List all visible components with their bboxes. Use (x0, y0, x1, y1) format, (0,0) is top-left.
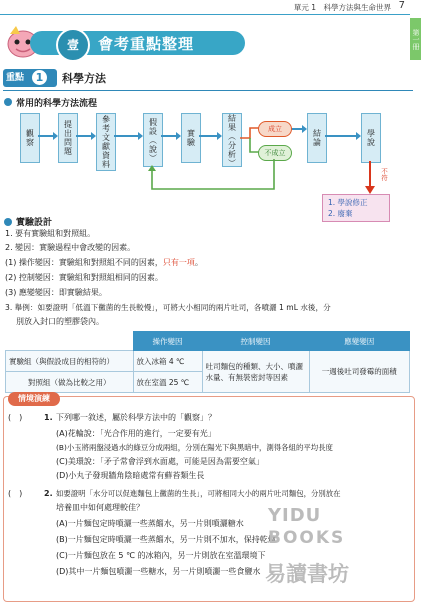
table-cell: 放入冰箱 4 ℃ (133, 351, 202, 372)
side-tab: 第一冊 (410, 18, 421, 60)
loop-arrow (148, 157, 288, 195)
question-option: (A)一片麵包定時噴灑一些蒸餾水，另一片則噴灑糖水 (56, 519, 244, 528)
page-number: 7 (398, 0, 405, 11)
design-line-manipulated: (1) 操作變因：實驗組和對照組不同的因素，只有一項。 (5, 258, 203, 267)
result-line: 2. 廢棄 (328, 209, 353, 218)
watermark-text: YIDU (268, 505, 322, 526)
table-header: 應變變因 (309, 332, 410, 351)
question-stem: 培養皿中如何處理較佳？ (56, 503, 144, 512)
flow-step-hypothesis: 假設（說） (143, 113, 163, 167)
flow-arrow (38, 135, 54, 137)
table-cell-control: 吐司麵包的種類、大小、噴灑水量、有無裝密封等因素 (202, 351, 309, 393)
unit-header: 單元 1 科學方法與生命世界 (293, 3, 391, 12)
flow-section-title: 常用的科學方法流程 (16, 99, 98, 109)
table-cell: 對照組（做為比較之用） (6, 372, 134, 393)
keypoint-label: 重點 (6, 73, 25, 83)
question-stem: 如要證明「水分可以促進麵包上黴菌的生長」，可將相同大小的兩片吐司麵包，分別放在 (56, 489, 341, 498)
watermark-text: BOOKS (268, 528, 346, 548)
design-line: (2) 控制變因：實驗組和對照組相同的因素。 (5, 273, 163, 282)
answer-paren: ( ) (8, 489, 23, 498)
question-option: (D)小丸子發現牆角陰暗處常有蘚苔類生長 (56, 471, 205, 480)
table-cell: 放在室溫 25 ℃ (133, 372, 202, 393)
question-stem: 下列哪一敘述，屬於科學方法中的「觀察」？ (56, 413, 216, 422)
question-option: (B)一片麵包定時噴灑一些蒸餾水，另一片則不加水，保持乾燥 (56, 535, 276, 544)
table-header: 控制變因 (202, 332, 309, 351)
design-section-title: 實驗設計 (16, 218, 53, 228)
keypoint-number: 1 (32, 70, 47, 85)
theory-result-box (322, 194, 390, 222)
flow-arrow (114, 135, 139, 137)
table-cell: 實驗組（與假設成目的相符的） (6, 351, 134, 372)
table-cell-response: 一週後吐司發霉的面積 (309, 351, 410, 393)
design-line: 3. 舉例：如要證明「低溫下黴菌的生長較慢」，可將大小相同的兩片吐司，各噴灑 1 mL 水後，分 (5, 303, 331, 312)
question-option: (B)小玉將兩盤浸過水的綠豆分成兩組，分別在陽光下與黑暗中，測得各組的平均長度 (56, 443, 333, 452)
design-line: 2. 變因：實驗過程中會改變的因素。 (5, 243, 136, 252)
section-bullet-icon (4, 98, 12, 106)
table-header: 操作變因 (133, 332, 202, 351)
table-header (6, 332, 134, 351)
no-oval: 不成立 (258, 145, 292, 161)
banner-number: 壹 (56, 28, 90, 62)
banner-title: 會考重點整理 (98, 35, 195, 53)
question-option: (C)美環說：「矛子常會浮到水面處，可能是因為需要空氣」 (56, 457, 264, 466)
question-number: 1. (44, 413, 53, 422)
yes-oval: 成立 (258, 121, 292, 137)
flow-step-references: 參考文獻資料 (96, 113, 116, 171)
not-valid-label: 不符 (380, 168, 388, 181)
flow-step-result: 結果（分析） (222, 113, 242, 167)
table-header-row (6, 332, 410, 351)
design-line: (3) 應變變因：即實驗結果。 (5, 288, 107, 297)
question-option: (D)其中一片麵包噴灑一些糖水，另一片則噴灑一些食鹽水 (56, 567, 261, 576)
flow-step-conclusion: 結論 (307, 113, 327, 163)
flow-step-observe: 觀察 (20, 113, 40, 163)
down-arrow-icon (364, 161, 376, 195)
question-option: (A)花輪說：「光合作用的進行，一定要有光」 (56, 429, 216, 438)
table-row (6, 351, 410, 372)
section-bullet-icon (4, 218, 12, 226)
highlight-text: 只有一項 (162, 258, 195, 267)
design-line: 1. 要有實驗組和對照組。 (5, 229, 96, 238)
flow-step-question: 提出問題 (58, 113, 78, 163)
answer-paren: ( ) (8, 413, 23, 422)
watermark-text: 易讀書坊 (265, 562, 349, 586)
experiment-table (5, 331, 410, 393)
flow-arrow (161, 135, 177, 137)
flow-arrow (76, 135, 92, 137)
practice-tag: 情境演練 (8, 392, 60, 406)
question-option: (C)一片麵包放在 5 ℃ 的冰箱內，另一片則放在室溫環境下 (56, 551, 266, 560)
flow-step-theory: 學說 (361, 113, 381, 163)
design-line: 別放入封口的塑膠袋內。 (16, 317, 104, 326)
keypoint-rule (3, 90, 413, 91)
result-line: 1. 學說修正 (328, 198, 368, 207)
header-rule (0, 14, 410, 15)
question-number: 2. (44, 489, 53, 498)
flow-step-experiment: 實驗 (181, 113, 201, 163)
flow-arrow (325, 135, 357, 137)
keypoint-title: 科學方法 (62, 72, 106, 85)
flow-arrow (199, 135, 218, 137)
